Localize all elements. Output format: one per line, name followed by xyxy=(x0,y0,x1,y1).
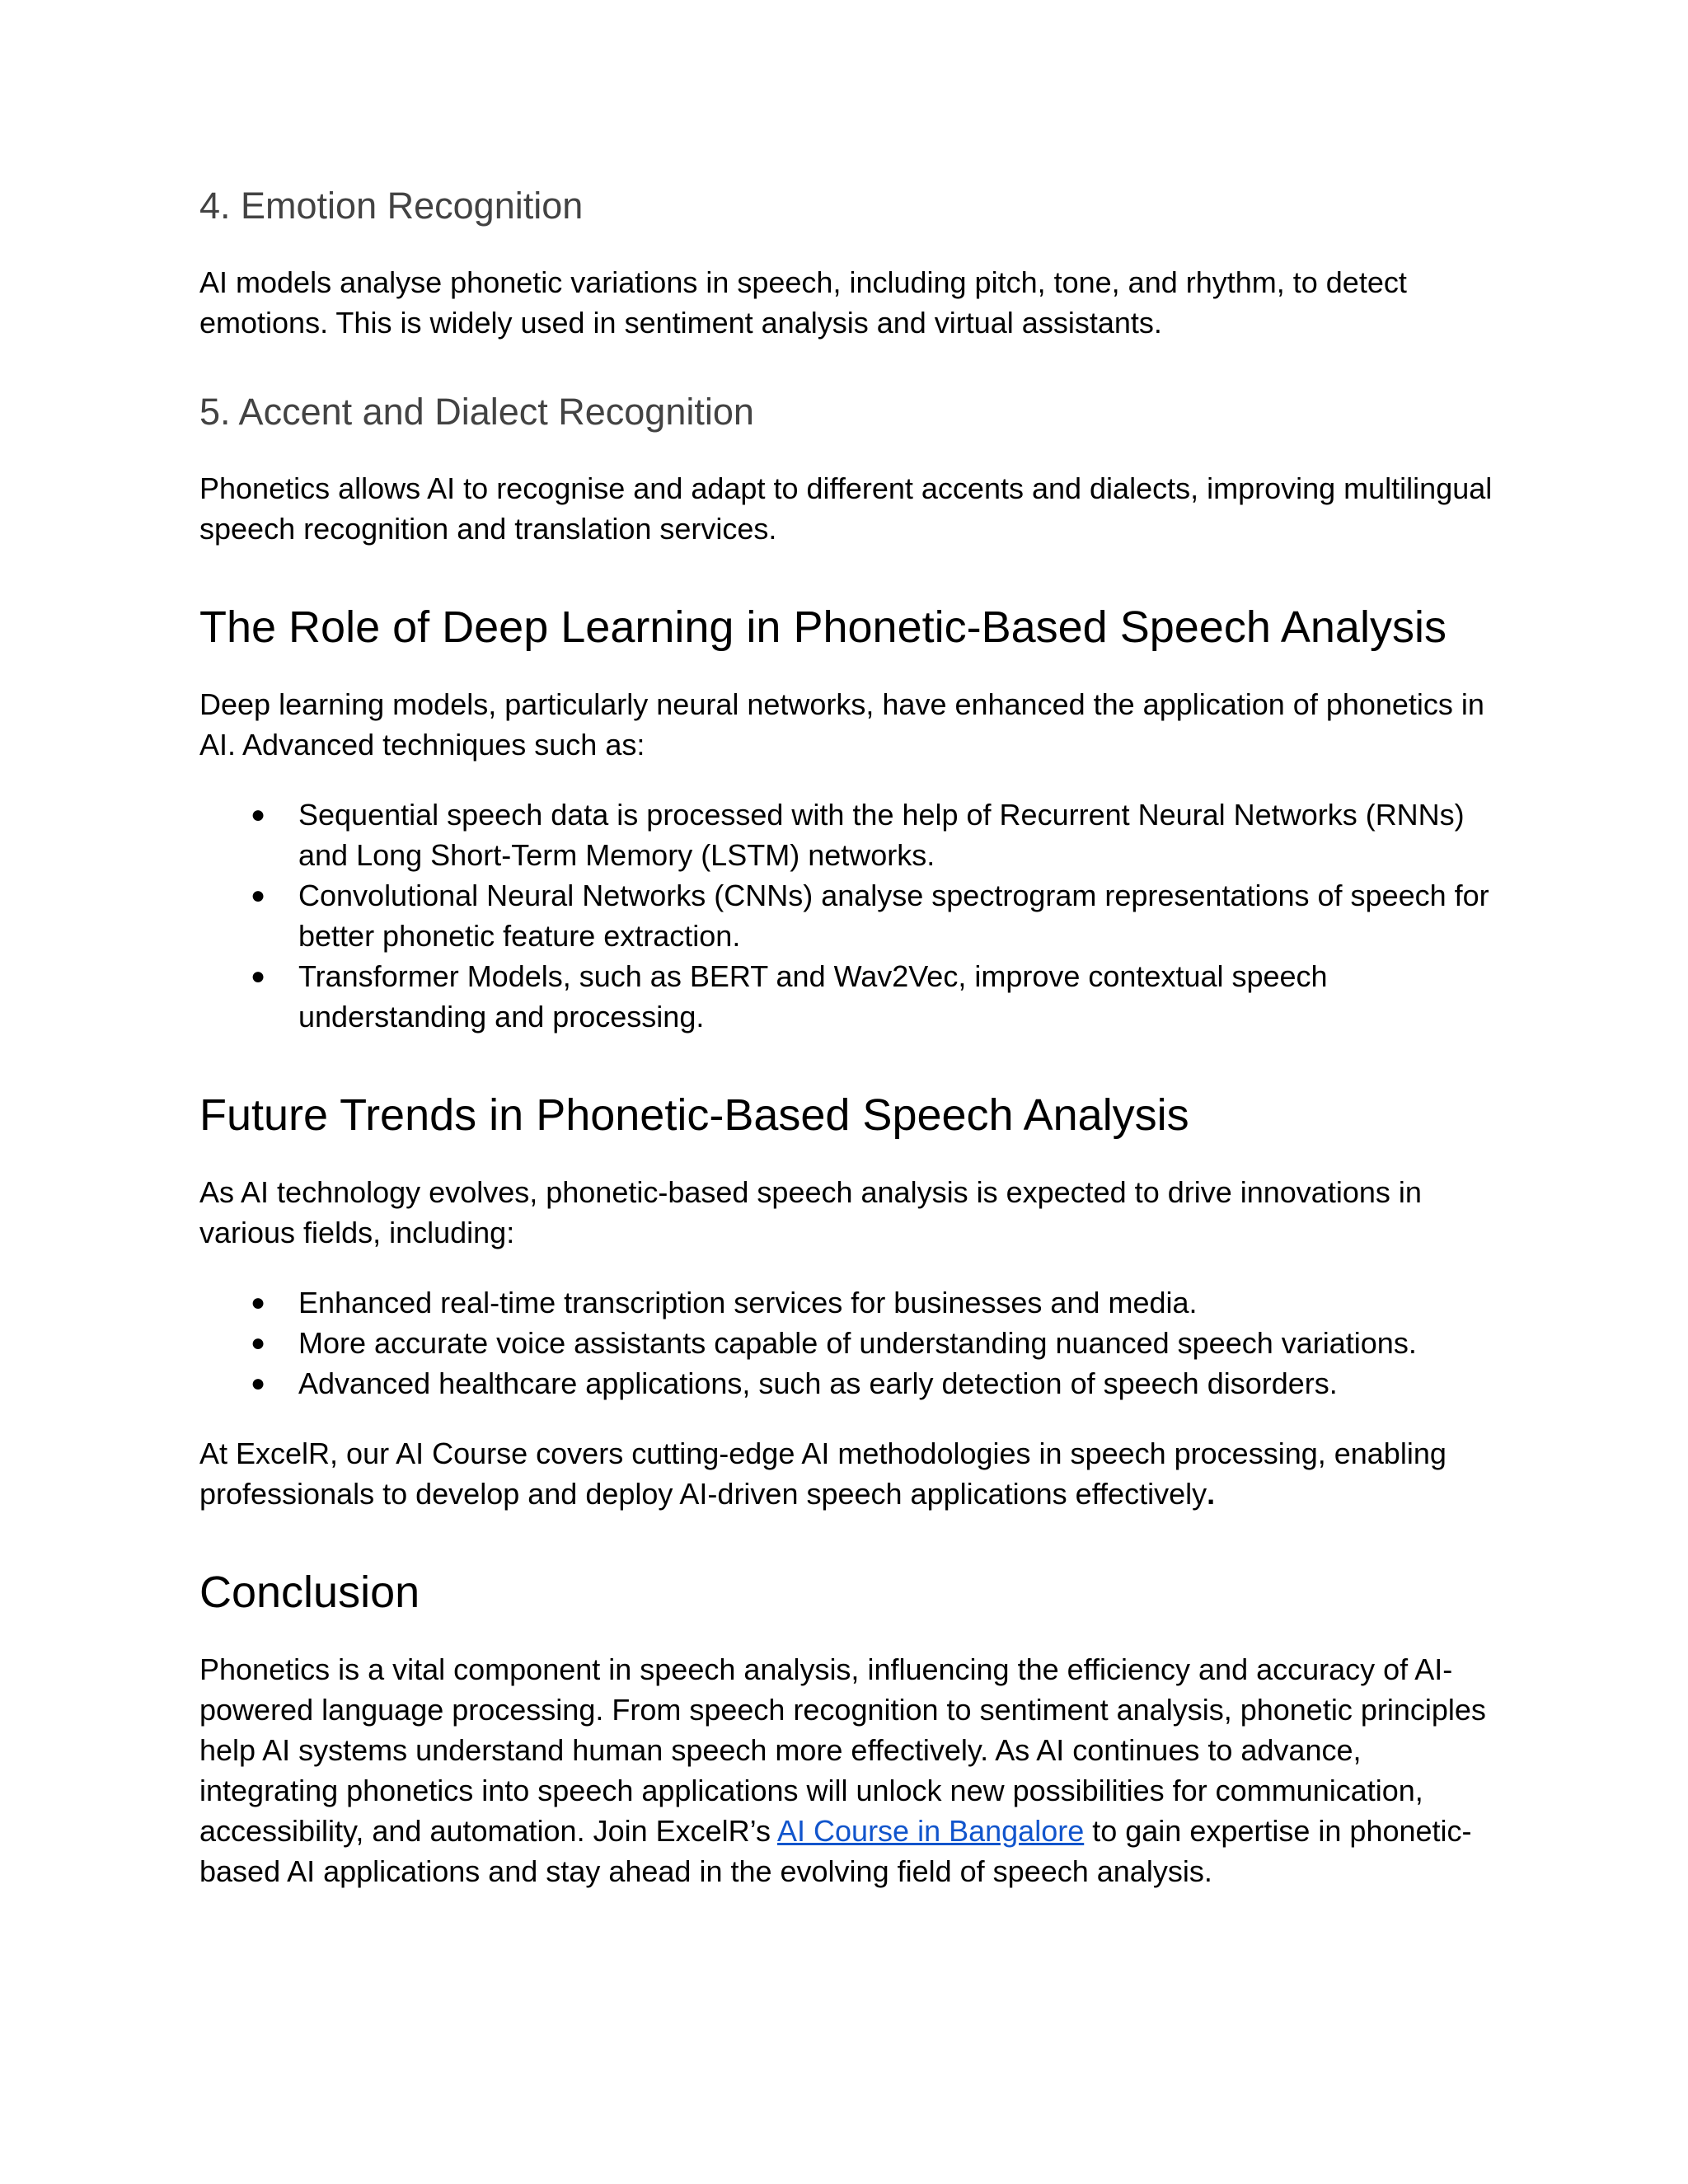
list-item xyxy=(199,1323,1502,1363)
paragraph-emotion-recognition: AI models analyse phonetic variations in speech, including pitch, tone, and rhythm, to detect emotions. This is widely used in sentiment analysis and virtual assistants. xyxy=(199,265,1407,340)
list-item-text: Convolutional Neural Networks (CNNs) analyse spectrogram representations of speech for better phonetic feature extraction. xyxy=(298,879,1489,953)
list-item xyxy=(199,794,1502,875)
bullet-icon: ● xyxy=(251,1329,266,1357)
paragraph-conclusion xyxy=(199,1649,1502,1891)
bullet-icon: ● xyxy=(251,1289,266,1316)
list-item-text: Transformer Models, such as BERT and Wav2Vec, improve contextual speech understanding and processing. xyxy=(298,959,1328,1033)
outro-period: . xyxy=(1207,1477,1216,1511)
heading-conclusion: Conclusion xyxy=(199,1568,420,1617)
paragraph-future-outro xyxy=(199,1433,1502,1514)
conclusion-text-before-link: Phonetics is a vital component in speech analysis, influencing the efficiency and accuracy of AI-powered language processing. From speech recognition to sentiment analysis, phonetic principles help AI systems understand human speech more effectively. As AI continues to advance, integrating phonetics into speech applications will unlock new possibilities for communication, accessibility, and automation. Join ExcelR’s xyxy=(199,1652,1486,1848)
conclusion-text-after-link: to gain expertise in phonetic-based AI applications and stay ahead in the evolving field of speech analysis. xyxy=(199,1814,1472,1888)
list-item-text: More accurate voice assistants capable of understanding nuanced speech variations. xyxy=(298,1326,1417,1360)
bullet-icon: ● xyxy=(251,801,266,828)
heading-future-trends: Future Trends in Phonetic-Based Speech Analysis xyxy=(199,1090,1189,1140)
list-item-text: Enhanced real-time transcription services for businesses and media. xyxy=(298,1286,1198,1319)
ai-course-bangalore-link[interactable]: AI Course in Bangalore xyxy=(777,1814,1085,1848)
deep-learning-list xyxy=(199,794,1502,1037)
list-item xyxy=(199,875,1502,956)
list-item xyxy=(199,1363,1502,1404)
list-item xyxy=(199,956,1502,1037)
paragraph-accent-recognition: Phonetics allows AI to recognise and adapt to different accents and dialects, improving multilingual speech recognition and translation services. xyxy=(199,471,1493,546)
bullet-icon: ● xyxy=(251,882,266,909)
future-trends-list xyxy=(199,1282,1502,1404)
bullet-icon: ● xyxy=(251,963,266,990)
heading-deep-learning: The Role of Deep Learning in Phonetic-Based Speech Analysis xyxy=(199,602,1447,652)
list-item xyxy=(199,1282,1502,1323)
paragraph-deep-learning-intro: Deep learning models, particularly neural networks, have enhanced the application of phonetics in AI. Advanced techniques such as: xyxy=(199,687,1484,762)
heading-accent-recognition: 5. Accent and Dialect Recognition xyxy=(199,391,754,433)
bullet-icon: ● xyxy=(251,1370,266,1397)
paragraph-future-intro: As AI technology evolves, phonetic-based speech analysis is expected to drive innovations in various fields, including: xyxy=(199,1175,1422,1249)
list-item-text: Sequential speech data is processed with the help of Recurrent Neural Networks (RNNs) and Long Short-Term Memory (LSTM) networks. xyxy=(298,798,1465,872)
list-item-text: Advanced healthcare applications, such as early detection of speech disorders. xyxy=(298,1366,1338,1400)
outro-text: At ExcelR, our AI Course covers cutting-edge AI methodologies in speech processing, enabling professionals to develop and deploy AI-driven speech applications effectively xyxy=(199,1436,1447,1511)
heading-emotion-recognition: 4. Emotion Recognition xyxy=(199,185,584,227)
document-content xyxy=(199,183,1502,1891)
